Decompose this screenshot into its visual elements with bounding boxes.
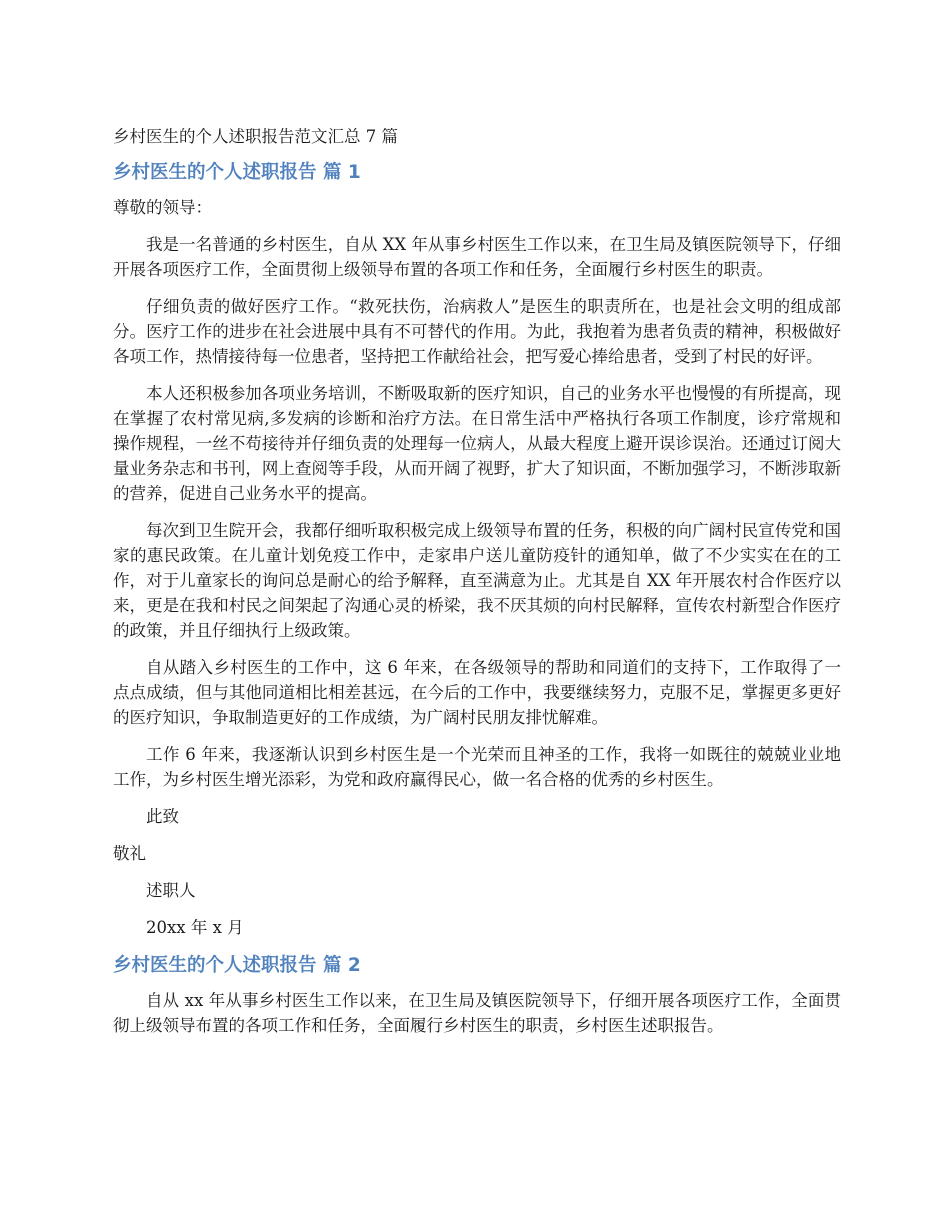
paragraph: 工作 6 年来，我逐渐认识到乡村医生是一个光荣而且神圣的工作，我将一如既往的兢兢业业地工作，为乡村医生增光添彩，为党和政府赢得民心，做一名合格的优秀的乡村医生。 <box>113 745 841 789</box>
closing-regards: 此致 <box>146 807 179 826</box>
paragraph: 自从 xx 年从事乡村医生工作以来，在卫生局及镇医院领导下，仔细开展各项医疗工作，全面贯彻上级领导布置的各项工作和任务，全面履行乡村医生的职责，乡村医生述职报告。 <box>113 991 841 1035</box>
document-title: 乡村医生的个人述职报告范文汇总 7 篇 <box>113 127 398 146</box>
signature: 述职人 <box>146 881 196 900</box>
closing-salute: 敬礼 <box>113 844 146 863</box>
paragraph: 仔细负责的做好医疗工作。“救死扶伤，治病救人”是医生的职责所在，也是社会文明的组成部分。医疗工作的进步在社会进展中具有不可替代的作用。为此，我抱着为患者负责的精神，积极做好各项工作，热情接待每一位患者，坚持把工作献给社会，把写爱心捧给患者，受到了村民的好评。 <box>113 297 841 366</box>
section-heading-2: 乡村医生的个人述职报告 篇 2 <box>113 955 361 976</box>
salutation: 尊敬的领导： <box>113 198 212 217</box>
paragraph: 我是一名普通的乡村医生，自从 XX 年从事乡村医生工作以来，在卫生局及镇医院领导下，仔细开展各项医疗工作，全面贯彻上级领导布置的各项工作和任务，全面履行乡村医生的职责。 <box>113 235 841 279</box>
paragraph: 自从踏入乡村医生的工作中，这 6 年来，在各级领导的帮助和同道们的支持下，工作取得了一点点成绩，但与其他同道相比相差甚远，在今后的工作中，我要继续努力，克服不足，掌握更多更好的医疗知识，争取制造更好的工作成绩，为广阔村民朋友排忧解难。 <box>113 658 841 727</box>
document-body <box>113 124 841 1050</box>
date: 20xx 年 x 月 <box>146 918 244 937</box>
section-heading-1: 乡村医生的个人述职报告 篇 1 <box>113 162 361 183</box>
paragraph: 本人还积极参加各项业务培训，不断吸取新的医疗知识，自己的业务水平也慢慢的有所提高，现在掌握了农村常见病,多发病的诊断和治疗方法。在日常生活中严格执行各项工作制度，诊疗常规和操作规程，一丝不苟接待并仔细负责的处理每一位病人，从最大程度上避开误诊误治。还通过订阅大量业务杂志和书刊，网上查阅等手段，从而开阔了视野，扩大了知识面，不断加强学习，不断涉取新的营养，促进自己业务水平的提高。 <box>113 384 841 503</box>
paragraph: 每次到卫生院开会，我都仔细听取积极完成上级领导布置的任务，积极的向广阔村民宣传党和国家的惠民政策。在儿童计划免疫工作中，走家串户送儿童防疫针的通知单，做了不少实实在在的工作，对于儿童家长的询问总是耐心的给予解释，直至满意为止。尤其是自 XX 年开展农村合作医疗以来，更是在我和村民之间架起了沟通心灵的桥梁，我不厌其烦的向村民解释，宣传农村新型合作医疗的政策，并且仔细执行上级政策。 <box>113 521 841 640</box>
